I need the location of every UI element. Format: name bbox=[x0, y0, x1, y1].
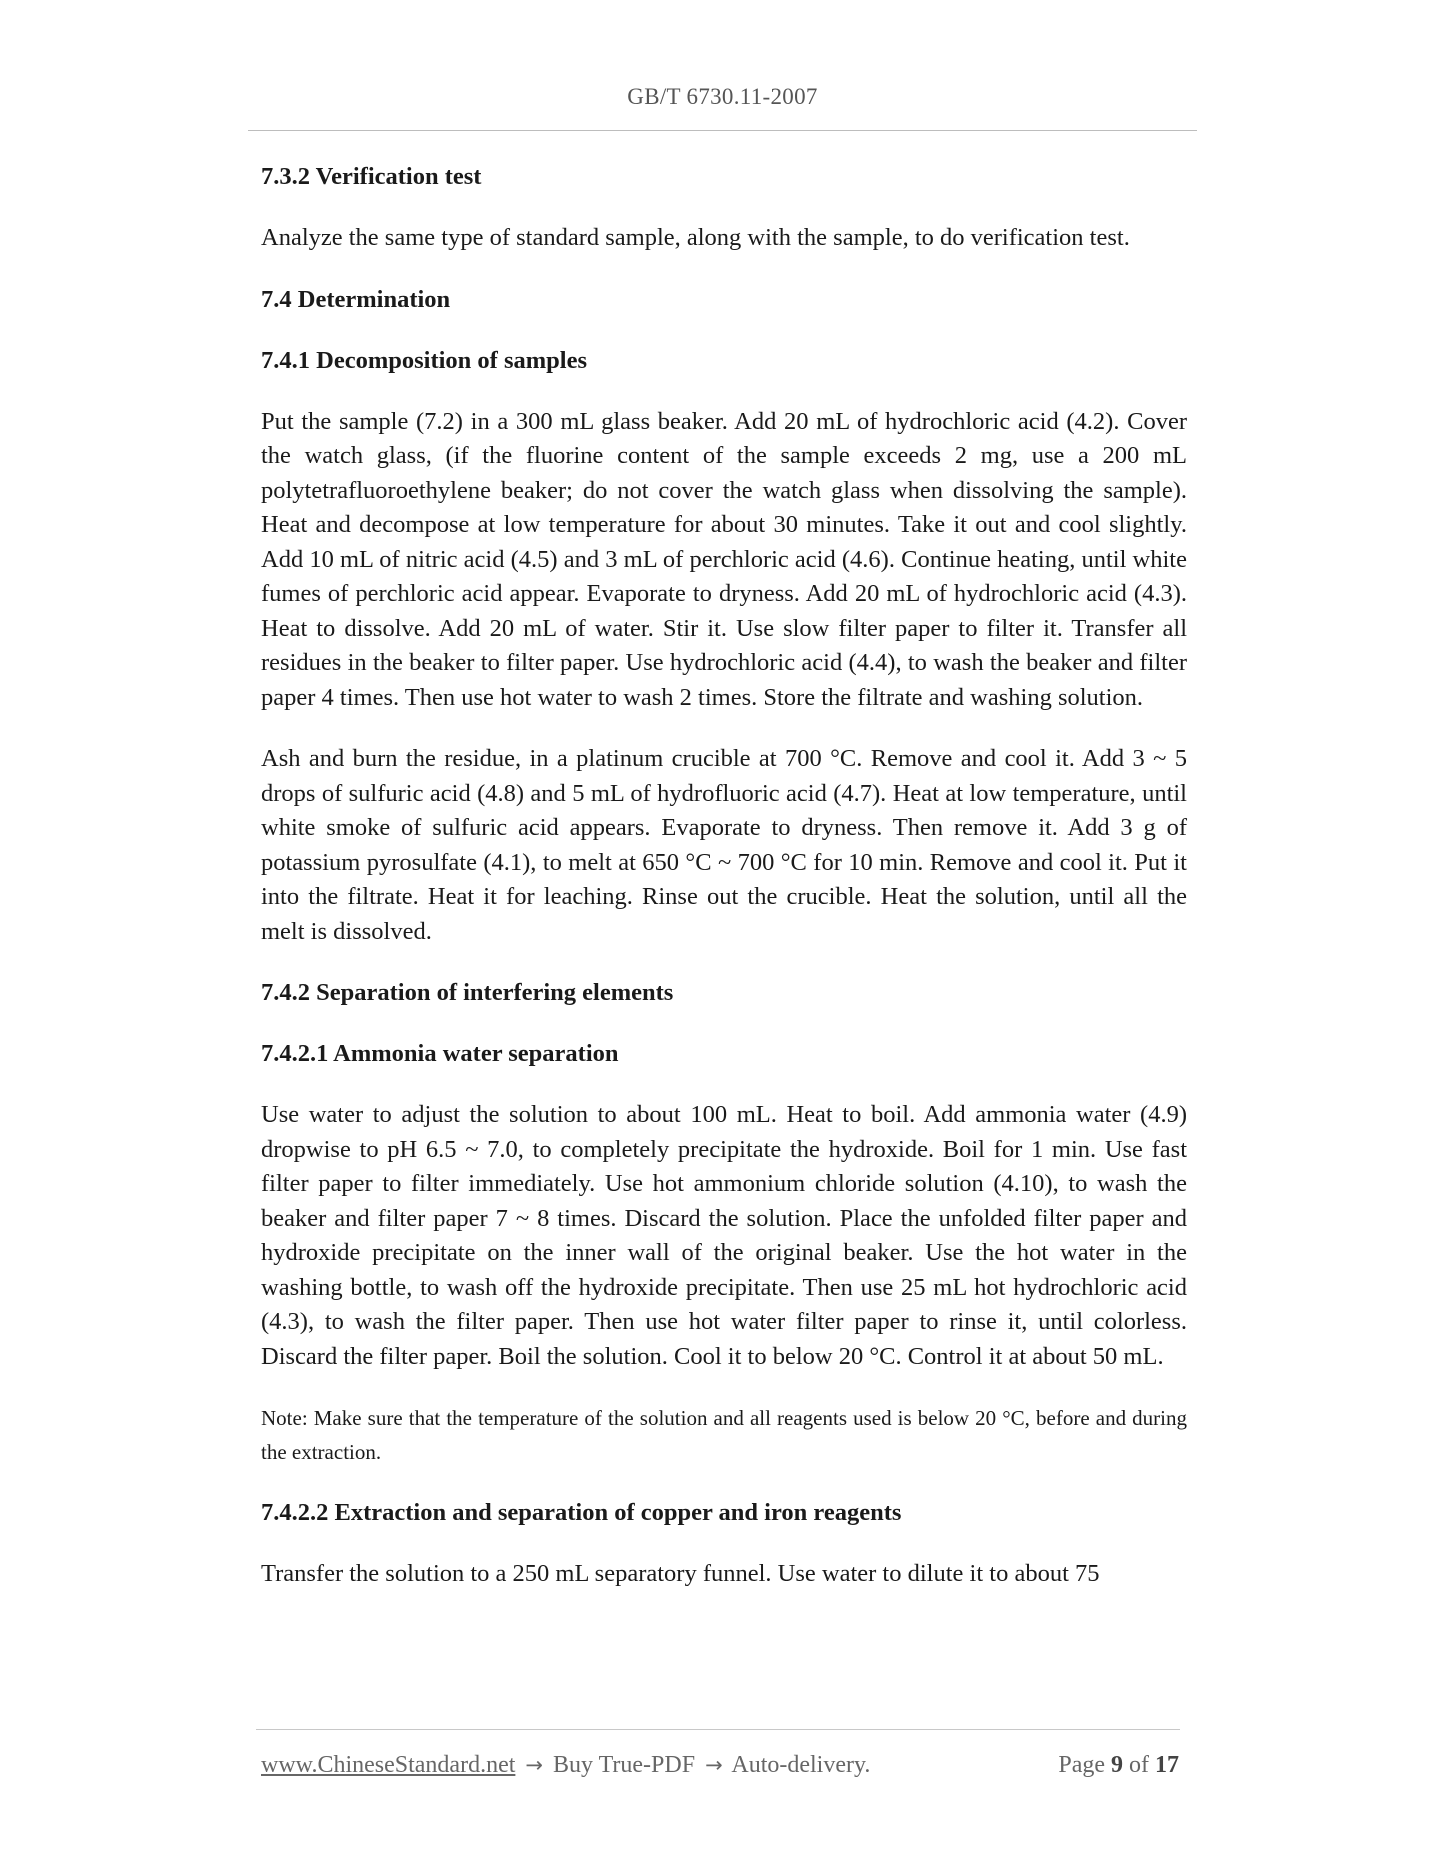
section-heading: 7.4.2.2 Extraction and separation of copper and iron reagents bbox=[261, 1499, 902, 1526]
section-heading: 7.4.2.1 Ammonia water separation bbox=[261, 1040, 619, 1067]
section-heading: 7.3.2 Verification test bbox=[261, 163, 482, 190]
page-indicator bbox=[1058, 1752, 1179, 1779]
footer-divider bbox=[256, 1729, 1180, 1730]
section-heading: 7.4.1 Decomposition of samples bbox=[261, 346, 587, 374]
paragraph: Transfer the solution to a 250 mL separatory funnel. Use water to dilute it to about 75 bbox=[261, 1560, 1100, 1587]
buy-pdf-text: Buy True-PDF bbox=[553, 1752, 696, 1778]
arrow-right-icon: → bbox=[705, 1753, 723, 1777]
page-label: Page bbox=[1058, 1752, 1105, 1778]
paragraph: Use water to adjust the solution to about 100 mL. Heat to boil. Add ammonia water (4.9) dropwise to pH 6.5 ~ 7.0, to completely precipitate the hydroxide. Boil for 1 min. Use fast filter paper to filter immediately. Use hot ammonium chloride solution (4.10), to wash the beaker and filter paper 7 ~ 8 times. Discard the solution. Place the unfolded filter paper and hydroxide precipitate on the inner wall of the original beaker. Use the hot water in the washing bottle, to wash off the hydroxide precipitate. Then use 25 mL hot hydrochloric acid (4.3), to wash the filter paper. Then use hot water filter paper to rinse it, until colorless. Discard the filter paper. Boil the solution. Cool it to below 20 °C. Control it at about 50 mL. bbox=[261, 1101, 1187, 1370]
paragraph: Put the sample (7.2) in a 300 mL glass beaker. Add 20 mL of hydrochloric acid (4.2). Cover the watch glass, (if the fluorine content of the sample exceeds 2 mg, use a 200 mL polytetrafluoroethylene beaker; do not cover the watch glass when dissolving the sample). Heat and decompose at low temperature for about 30 minutes. Take it out and cool slightly. Add 10 mL of nitric acid (4.5) and 3 mL of perchloric acid (4.6). Continue heating, until white fumes of perchloric acid appear. Evaporate to dryness. Add 20 mL of hydrochloric acid (4.3). Heat to dissolve. Add 20 mL of water. Stir it. Use slow filter paper to filter it. Transfer all residues in the beaker to filter paper. Use hydrochloric acid (4.4), to wash the beaker and filter paper 4 times. Then use hot water to wash 2 times. Store the filtrate and washing solution. bbox=[261, 407, 1187, 711]
paragraph: Ash and burn the residue, in a platinum crucible at 700 °C. Remove and cool it. Add 3 ~ 5 drops of sulfuric acid (4.8) and 5 mL of hydrofluoric acid (4.7). Heat at low temperature, until white smoke of sulfuric acid appears. Evaporate to dryness. Then remove it. Add 3 g of potassium pyrosulfate (4.1), to melt at 650 °C ~ 700 °C for 10 min. Remove and cool it. Put it into the filtrate. Heat it for leaching. Rinse out the crucible. Heat the solution, until all the melt is dissolved. bbox=[261, 745, 1187, 945]
total-pages: 17 bbox=[1155, 1752, 1179, 1778]
website-link[interactable]: www.ChineseStandard.net bbox=[261, 1752, 516, 1778]
of-label: of bbox=[1129, 1752, 1149, 1778]
document-body bbox=[261, 160, 1187, 1619]
auto-delivery-text: Auto-delivery. bbox=[731, 1752, 871, 1778]
section-heading: 7.4 Determination bbox=[261, 285, 451, 313]
footer-links bbox=[261, 1752, 870, 1779]
section-heading: 7.4.2 Separation of interfering elements bbox=[261, 979, 674, 1006]
arrow-right-icon: → bbox=[525, 1753, 543, 1777]
page-number: 9 bbox=[1111, 1752, 1123, 1778]
document-header-title: GB/T 6730.11-2007 bbox=[627, 84, 818, 109]
header-divider bbox=[248, 130, 1197, 131]
paragraph: Analyze the same type of standard sample, along with the sample, to do verification test. bbox=[261, 224, 1130, 251]
note-paragraph: Note: Make sure that the temperature of the solution and all reagents used is below 20 °C, before and during the extraction. bbox=[261, 1406, 1187, 1464]
